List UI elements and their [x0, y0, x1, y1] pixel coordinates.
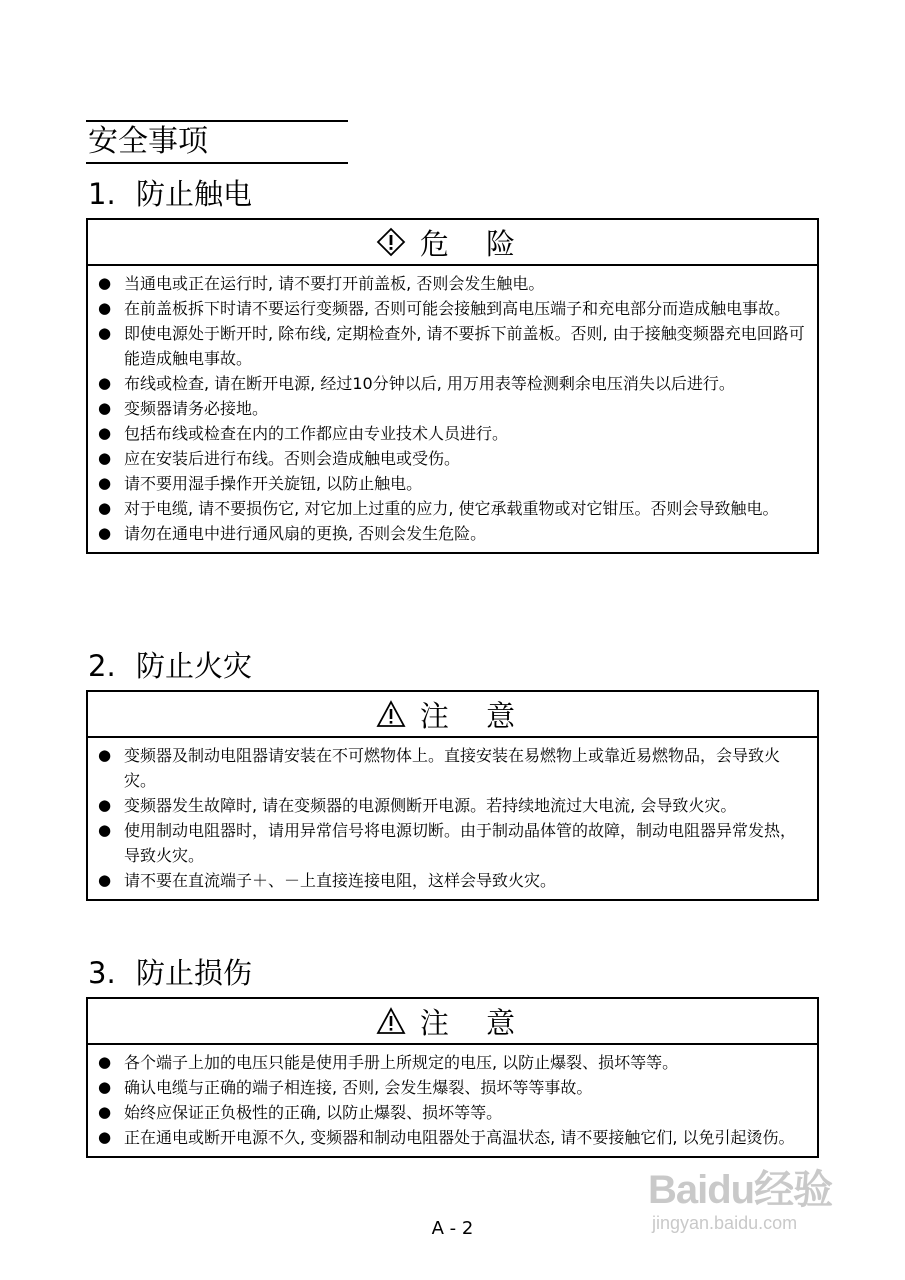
- section-heading-injury: [88, 955, 252, 991]
- item-text: 正在通电或断开电源不久, 变频器和制动电阻器处于高温状态, 请不要接触它们, 以免引起烫伤。: [124, 1128, 795, 1147]
- section-title: 防止触电: [136, 177, 253, 211]
- item-text: 确认电缆与正确的端子相连接, 否则, 会发生爆裂、损坏等等事故。: [124, 1078, 593, 1097]
- item-text: 请不要用湿手操作开关旋钮, 以防止触电。: [124, 474, 423, 493]
- bullet-icon: ●: [98, 474, 112, 492]
- bullet-icon: ●: [98, 796, 112, 814]
- watermark-logo: Baidu经验: [648, 1168, 833, 1212]
- item-text: 即使电源处于断开时, 除布线, 定期检查外, 请不要拆下前盖板。否则, 由于接触变频器充电回路可能造成触电事故。: [124, 324, 805, 368]
- bullet-icon: ●: [98, 746, 112, 764]
- item-text: 应在安装后进行布线。否则会造成触电或受伤。: [124, 449, 461, 468]
- section-number: 1.: [88, 177, 116, 211]
- bullet-icon: ●: [98, 1103, 112, 1121]
- list-item: [98, 868, 809, 893]
- list-item: [98, 471, 809, 496]
- list-item: [98, 1075, 809, 1100]
- bullet-icon: ●: [98, 524, 112, 542]
- list-item: [98, 1100, 809, 1125]
- warning-triangle-icon: [376, 700, 406, 728]
- bullet-icon: ●: [98, 499, 112, 517]
- list-item: [98, 321, 809, 371]
- item-list: [88, 738, 817, 899]
- item-text: 始终应保证正负极性的正确, 以防止爆裂、损坏等等。: [124, 1103, 503, 1122]
- page-number: A - 2: [431, 1218, 474, 1239]
- list-item: [98, 396, 809, 421]
- bullet-icon: ●: [98, 424, 112, 442]
- item-list: [88, 1045, 817, 1156]
- box-label: 注 意: [419, 1005, 530, 1040]
- box-header: [88, 999, 817, 1045]
- caution-box-fire: [86, 690, 819, 901]
- section-title: 防止火灾: [136, 649, 253, 683]
- list-item: [98, 521, 809, 546]
- item-text: 各个端子上加的电压只能是使用手册上所规定的电压, 以防止爆裂、损坏等等。: [124, 1053, 679, 1072]
- list-item: [98, 818, 809, 868]
- item-text: 请勿在通电中进行通风扇的更换, 否则会发生危险。: [124, 524, 487, 543]
- bullet-icon: ●: [98, 871, 112, 889]
- section-number: 3.: [88, 956, 116, 990]
- list-item: [98, 371, 809, 396]
- box-label: 危 险: [419, 226, 530, 261]
- list-item: [98, 743, 809, 793]
- watermark-url: jingyan.baidu.com: [652, 1213, 798, 1233]
- danger-box: [86, 218, 819, 554]
- item-text: 包括布线或检查在内的工作都应由专业技术人员进行。: [124, 424, 509, 443]
- item-text: 当通电或正在运行时, 请不要打开前盖板, 否则会发生触电。: [124, 274, 545, 293]
- section-title: 防止损伤: [136, 956, 253, 990]
- item-text: 在前盖板拆下时请不要运行变频器, 否则可能会接触到高电压端子和充电部分而造成触电事故。: [124, 299, 791, 318]
- danger-diamond-icon: [376, 227, 406, 257]
- list-item: [98, 271, 809, 296]
- bullet-icon: ●: [98, 821, 112, 839]
- section-heading-electric-shock: [88, 176, 252, 212]
- caution-box-injury: [86, 997, 819, 1158]
- item-text: 对于电缆, 请不要损伤它, 对它加上过重的应力, 使它承载重物或对它钳压。否则会导致触电。: [124, 499, 779, 518]
- bullet-icon: ●: [98, 1128, 112, 1146]
- bullet-icon: ●: [98, 274, 112, 292]
- warning-triangle-icon: [376, 1007, 406, 1035]
- box-label: 注 意: [419, 698, 530, 733]
- list-item: [98, 496, 809, 521]
- item-text: 变频器及制动电阻器请安装在不可燃物体上。直接安装在易燃物上或靠近易燃物品，会导致火灾。: [124, 746, 781, 790]
- list-item: [98, 446, 809, 471]
- item-text: 请不要在直流端子＋、－上直接连接电阻，这样会导致火灾。: [124, 871, 557, 890]
- item-text: 变频器发生故障时, 请在变频器的电源侧断开电源。若持续地流过大电流, 会导致火灾。: [124, 796, 737, 815]
- item-text: 变频器请务必接地。: [124, 399, 269, 418]
- bullet-icon: ●: [98, 374, 112, 392]
- box-header: [88, 220, 817, 266]
- section-heading-fire: [88, 648, 252, 684]
- bullet-icon: ●: [98, 299, 112, 317]
- list-item: [98, 1050, 809, 1075]
- bullet-icon: ●: [98, 324, 112, 342]
- section-number: 2.: [88, 649, 116, 683]
- item-list: [88, 266, 817, 552]
- bullet-icon: ●: [98, 449, 112, 467]
- item-text: 布线或检查, 请在断开电源, 经过10分钟以后, 用万用表等检测剩余电压消失以后进行。: [124, 374, 735, 393]
- bullet-icon: ●: [98, 1078, 112, 1096]
- box-header: [88, 692, 817, 738]
- list-item: [98, 421, 809, 446]
- page-title: 安全事项: [86, 120, 348, 164]
- item-text: 使用制动电阻器时，请用异常信号将电源切断。由于制动晶体管的故障，制动电阻器异常发热，导致火灾。: [124, 821, 797, 865]
- bullet-icon: ●: [98, 399, 112, 417]
- list-item: [98, 296, 809, 321]
- list-item: [98, 793, 809, 818]
- list-item: [98, 1125, 809, 1150]
- bullet-icon: ●: [98, 1053, 112, 1071]
